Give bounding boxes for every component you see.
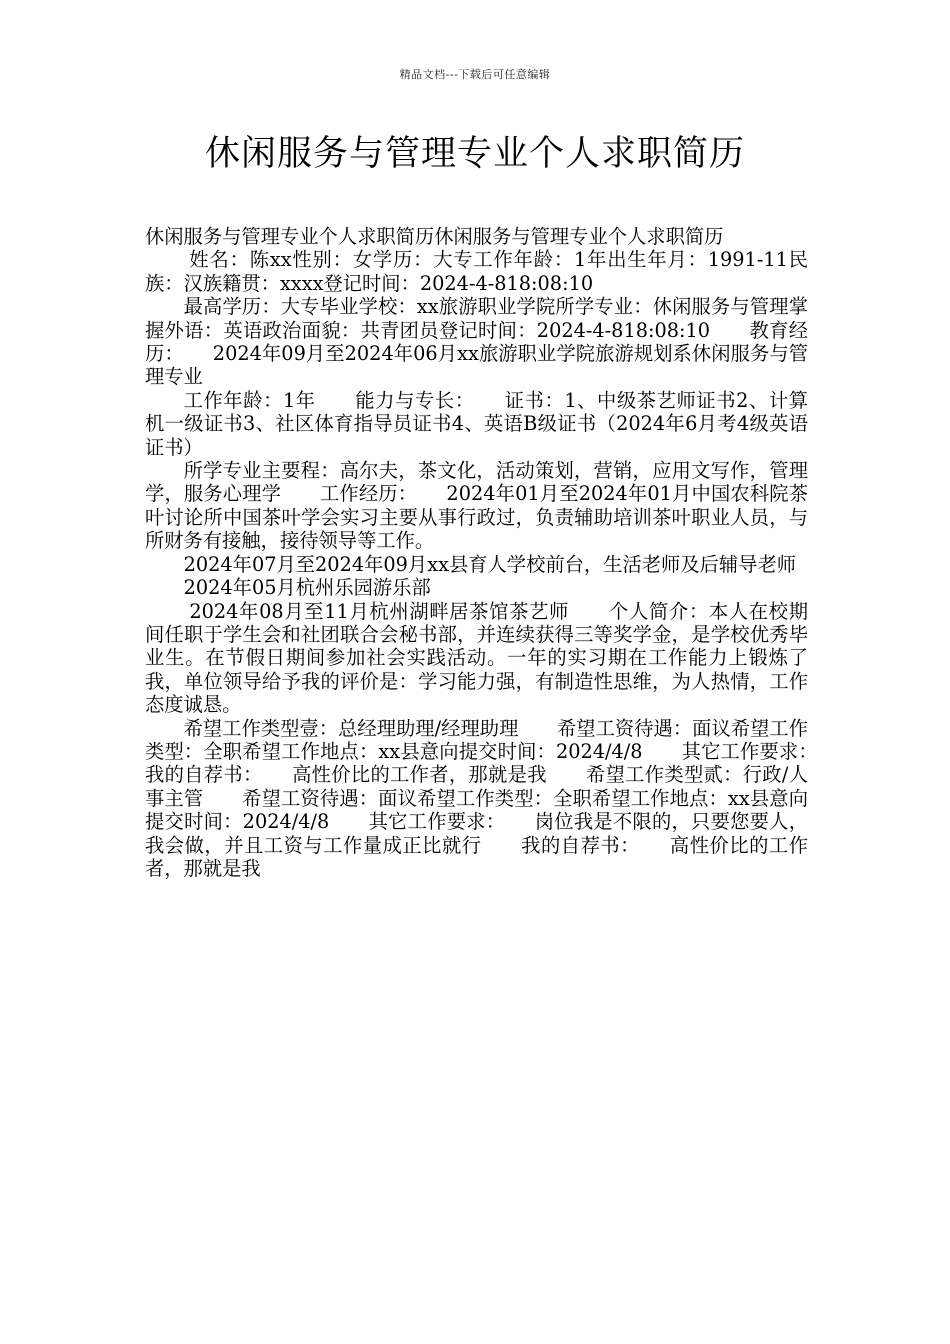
paragraph-courses-experience: 所学专业主要程：高尔夫，茶文化，活动策划，营销，应用文写作，管理学，服务心理学 工作经历： 2024年01月至2024年01月中国农科院茶叶讨论所中国茶叶学会实习主要从事行政过，负责辅助培训茶叶职业人员，与所财务有接触，接待领导等工作。 — [145, 459, 808, 553]
paragraph-experience-school: 2024年07月至2024年09月xx县育人学校前台，生活老师及后辅导老师 — [183, 552, 797, 576]
paragraph-personal-info: 姓名：陈xx性别：女学历：大专工作年龄：1年出生年月：1991-11民族：汉族籍贯：xxxx登记时间：2024-4-818:08:10 — [145, 248, 808, 295]
document-title: 休闲服务与管理专业个人求职简历 — [204, 134, 745, 174]
page-header: 精品文档---下载后可任意编辑 — [399, 68, 551, 81]
document-body — [145, 225, 847, 880]
paragraph-intro: 休闲服务与管理专业个人求职简历休闲服务与管理专业个人求职简历 — [145, 225, 724, 248]
paragraph-profile: 2024年08月至11月杭州湖畔居茶馆茶艺师 个人简介：本人在校期间任职于学生会和社团联合会秘书部，并连续获得三等奖学金，是学校优秀毕业生。在节假日期间参加社会实践活动。一年的实习期在工作能力上锻炼了我，单位领导给予我的评价是：学习能力强，有制造性思维，为人热情，工作态度诚恳。 — [145, 599, 808, 717]
paragraph-skills: 工作年龄：1年 能力与专长： 证书：1、中级茶艺师证书2、计算机一级证书3、社区体育指导员证书4、英语B级证书（2024年6月考4级英语证书） — [145, 388, 808, 459]
paragraph-job-expectations: 希望工作类型壹：总经理助理/经理助理 希望工资待遇：面议希望工作类型：全职希望工作地点：xx县意向提交时间：2024/4/8 其它工作要求： 我的自荐书： 高性价比的工作者，那就是我 希望工作类型贰：行政/人事主管 希望工资待遇：面议希望工作类型：全职希望工作地点：xx县意向提交时间：2024/4/8 其它工作要求： 岗位我是不限的，只要您要人，我会做，并且工资与工作量成正比就行 我的自荐书： 高性价比的工作者，那就是我 — [145, 716, 847, 880]
paragraph-experience-park: 2024年05月杭州乐园游乐部 — [183, 576, 431, 600]
paragraph-education: 最高学历：大专毕业学校：xx旅游职业学院所学专业：休闲服务与管理掌握外语：英语政治面貌：共青团员登记时间：2024-4-818:08:10 教育经历： 2024年09月至2024年06月xx旅游职业学院旅游规划系休闲服务与管理专业 — [145, 295, 808, 389]
